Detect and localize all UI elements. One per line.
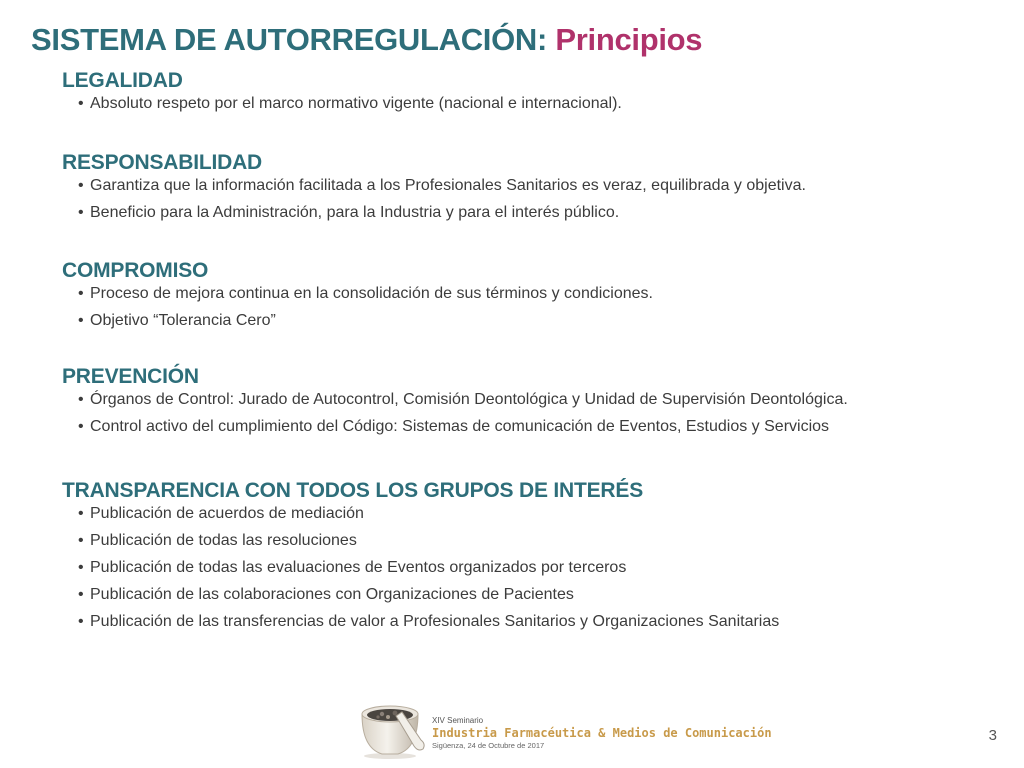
title-accent: Principios — [555, 22, 703, 57]
section-responsabilidad — [62, 150, 806, 230]
bullet-item: • Publicación de todas las evaluaciones de Eventos organizados por terceros — [78, 558, 779, 577]
bullet-list — [62, 176, 806, 222]
slide-title — [31, 22, 702, 58]
bullet-item: • Publicación de las transferencias de valor a Profesionales Sanitarios y Organizaciones Sanitarias — [78, 612, 779, 631]
section-heading: LEGALIDAD — [62, 69, 183, 92]
bullet-item: • Garantiza que la información facilitada a los Profesionales Sanitarios es veraz, equilibrada y objetiva. — [78, 176, 806, 195]
bullet-list — [62, 284, 653, 330]
footer-event-title: Industria Farmacéutica & Medios de Comunicación — [432, 726, 772, 740]
bullet-list — [62, 390, 848, 436]
bullet-item: • Proceso de mejora continua en la consolidación de sus términos y condiciones. — [78, 284, 653, 303]
bullet-item: • Publicación de las colaboraciones con Organizaciones de Pacientes — [78, 585, 779, 604]
bullet-item: • Absoluto respeto por el marco normativo vigente (nacional e internacional). — [78, 94, 622, 113]
section-heading: COMPROMISO — [62, 259, 209, 282]
bullet-item: • Beneficio para la Administración, para la Industria y para el interés público. — [78, 203, 806, 222]
section-compromiso — [62, 258, 653, 338]
section-heading: PREVENCIÓN — [62, 365, 199, 388]
title-main: SISTEMA DE AUTORREGULACIÓN: — [31, 22, 548, 57]
mortar-pestle-logo-icon — [352, 694, 428, 760]
footer-event-info — [432, 717, 772, 750]
section-prevencion — [62, 364, 848, 444]
section-legalidad — [62, 68, 622, 121]
bullet-item: • Objetivo “Tolerancia Cero” — [78, 311, 653, 330]
bullet-list — [62, 504, 779, 631]
section-heading: TRANSPARENCIA CON TODOS LOS GRUPOS DE INTERÉS — [62, 479, 643, 502]
footer-seminar: XIV Seminario — [432, 716, 484, 725]
bullet-item: • Órganos de Control: Jurado de Autocontrol, Comisión Deontológica y Unidad de Supervisión Deontológica. — [78, 390, 848, 409]
section-heading: RESPONSABILIDAD — [62, 151, 263, 174]
footer-place-date: Sigüenza, 24 de Octubre de 2017 — [432, 741, 545, 750]
page-number: 3 — [988, 727, 997, 744]
bullet-item: • Publicación de todas las resoluciones — [78, 531, 779, 550]
bullet-list — [62, 94, 622, 113]
bullet-item: • Publicación de acuerdos de mediación — [78, 504, 779, 523]
section-transparencia — [62, 478, 779, 639]
bullet-item: • Control activo del cumplimiento del Código: Sistemas de comunicación de Eventos, Estudios y Servicios — [78, 417, 848, 436]
